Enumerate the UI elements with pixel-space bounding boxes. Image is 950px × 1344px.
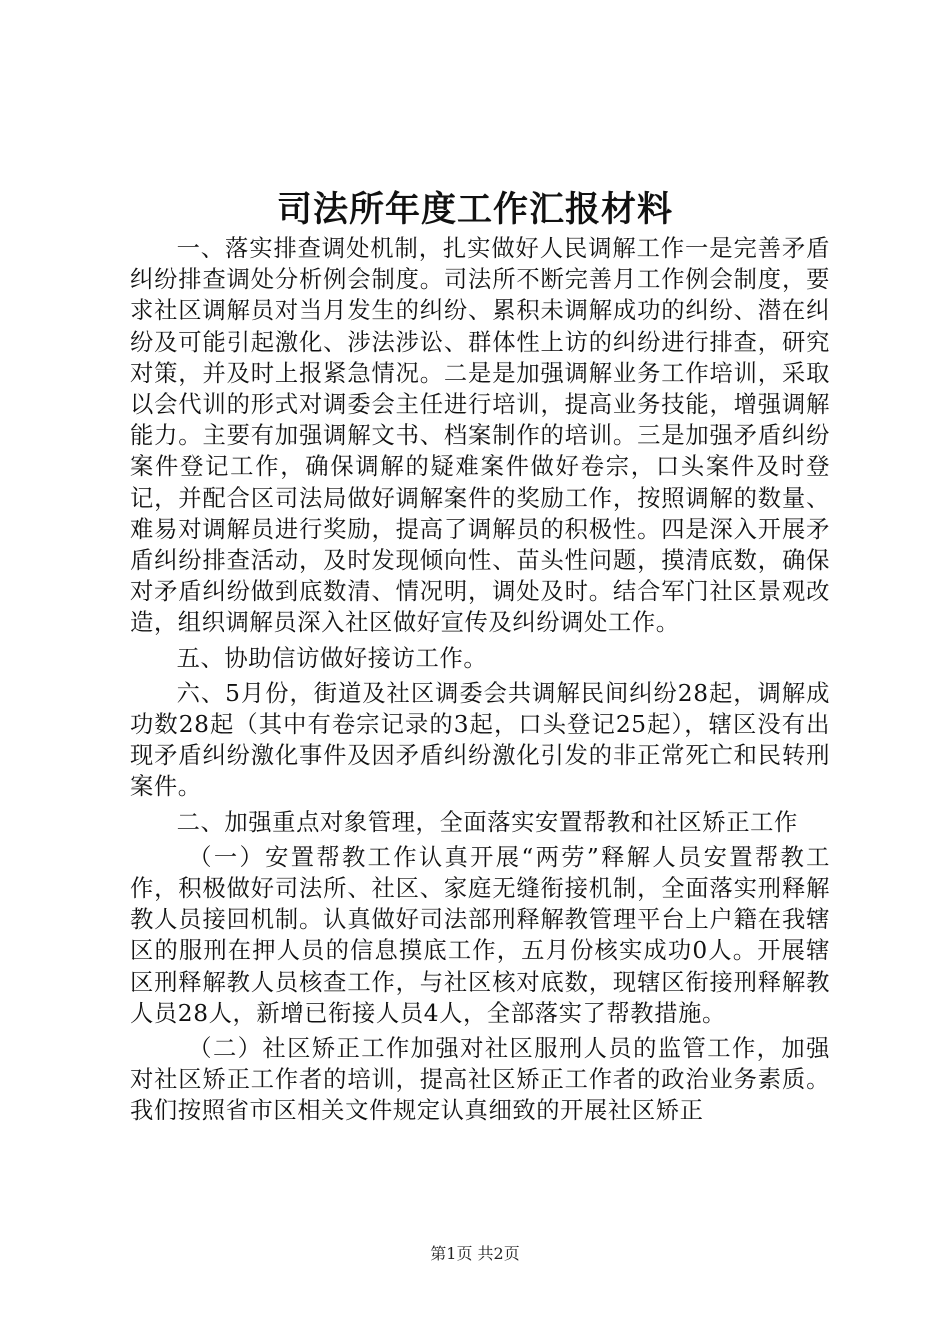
paragraph-section-two-heading: 二、加强重点对象管理，全面落实安置帮教和社区矫正工作 bbox=[176, 808, 798, 836]
paragraph-may-statistics: 六、5月份，街道及社区调委会共调解民间纠纷28起，调解成功数28起（其中有卷宗记录的3起，口头登记25起），辖区没有出现矛盾纠纷激化事件及因矛盾纠纷激化引发的非正常死亡和民转刑案件。 bbox=[130, 679, 830, 801]
paragraph-mediation: 一、落实排查调处机制，扎实做好人民调解工作一是完善矛盾纠纷排查调处分析例会制度。司法所不断完善月工作例会制度，要求社区调解员对当月发生的纠纷、累积未调解成功的纠纷、潜在纠纷及可能引起激化、涉法涉讼、群体性上访的纠纷进行排查，研究对策，并及时上报紧急情况。二是是加强调解业务工作培训，采取以会代训的形式对调委会主任进行培训，提高业务技能，增强调解能力。主要有加强调解文书、档案制作的培训。三是加强矛盾纠纷案件登记工作，确保调解的疑难案件做好卷宗，口头案件及时登记，并配合区司法局做好调解案件的奖励工作，按照调解的数量、难易对调解员进行奖励，提高了调解员的积极性。四是深入开展矛盾纠纷排查活动，及时发现倾向性、苗头性问题，摸清底数，确保对矛盾纠纷做到底数清、情况明，调处及时。结合军门社区景观改造，组织调解员深入社区做好宣传及纠纷调处工作。 bbox=[130, 235, 830, 637]
document-body bbox=[130, 233, 830, 1127]
page-indicator: 第1页 共2页 bbox=[430, 1244, 520, 1263]
paragraph-resettlement: （一）安置帮教工作认真开展“两劳”释解人员安置帮教工作，积极做好司法所、社区、家庭无缝衔接机制，全面落实刑释解教人员接回机制。认真做好司法部刑释解教管理平台上户籍在我辖区的服刑在押人员的信息摸底工作，五月份核实成功0人。开展辖区刑释解教人员核查工作，与社区核对底数，现辖区衔接刑释解教人员28人，新增已衔接人员4人，全部落实了帮教措施。 bbox=[130, 843, 830, 1027]
document-title: 司法所年度工作汇报材料 bbox=[276, 189, 673, 230]
paragraph-community-correction: （二）社区矫正工作加强对社区服刑人员的监管工作，加强对社区矫正工作者的培训，提高社区矫正工作者的政治业务素质。我们按照省市区相关文件规定认真细致的开展社区矫正 bbox=[130, 1035, 830, 1125]
paragraph-petition: 五、协助信访做好接访工作。 bbox=[176, 644, 488, 672]
